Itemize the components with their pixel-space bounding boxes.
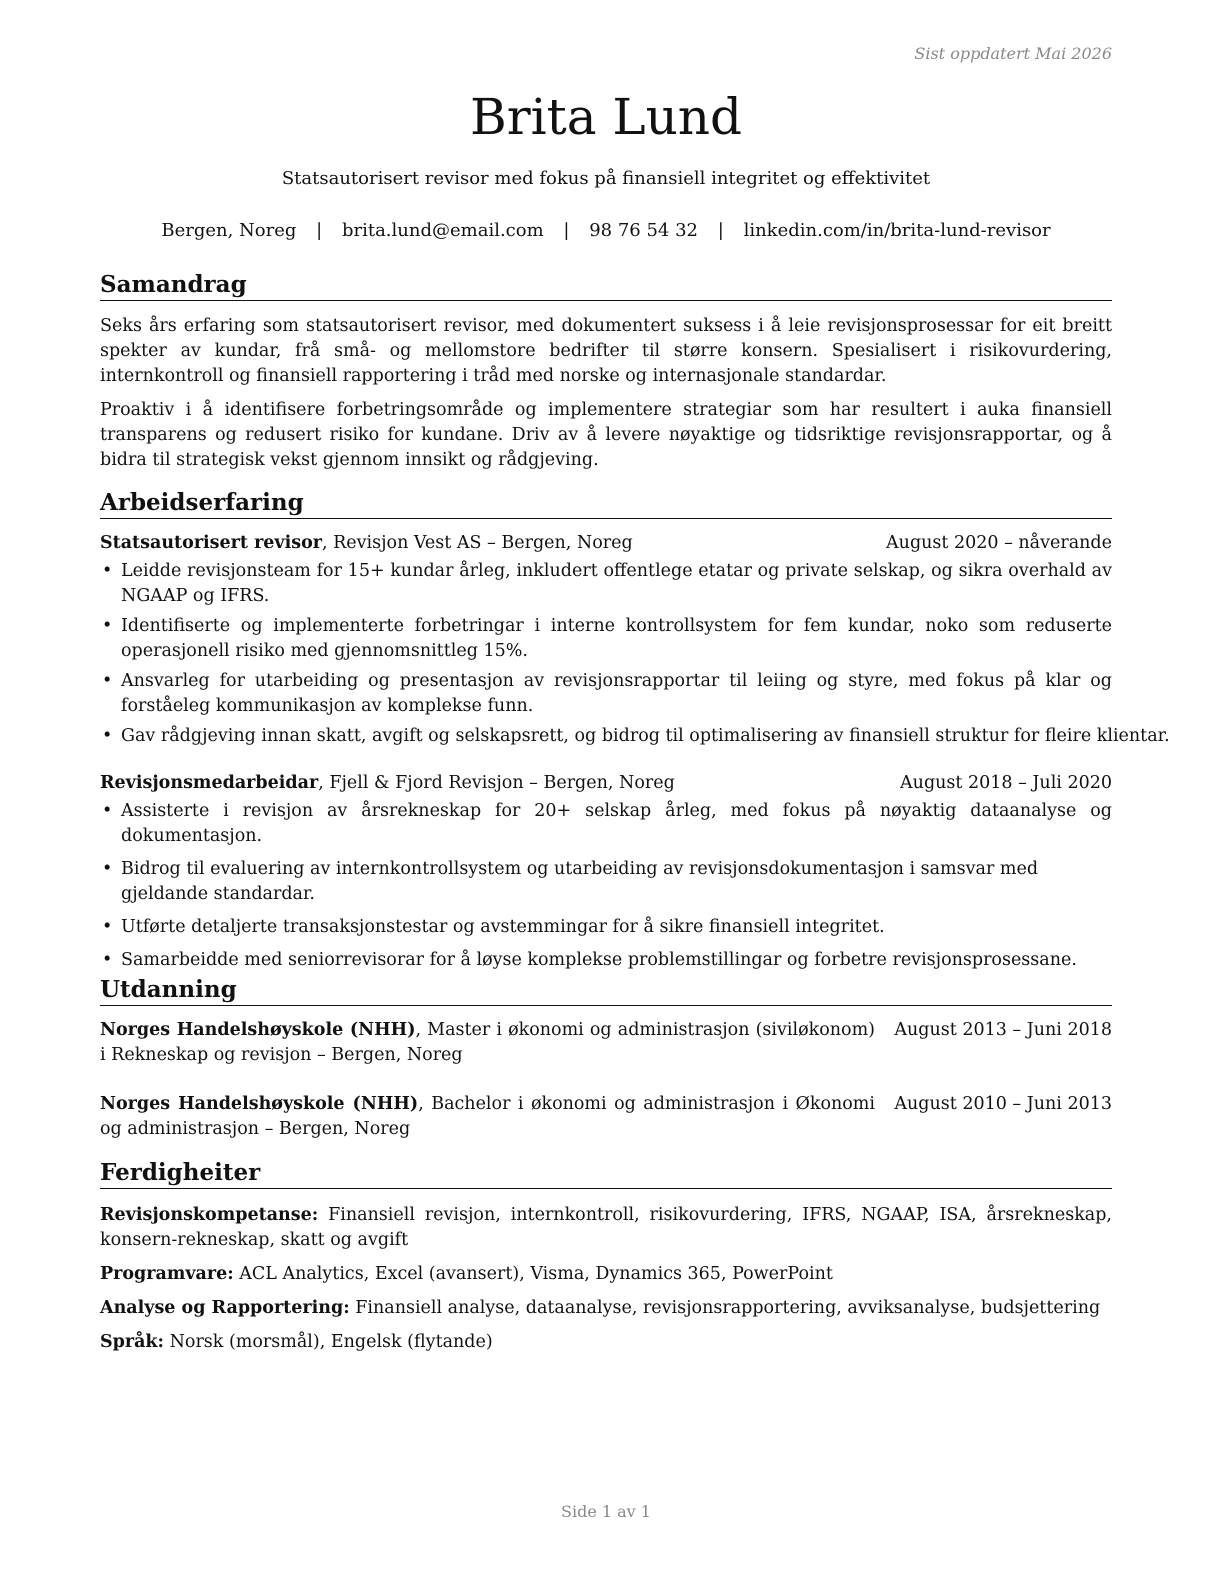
job-bullets: [100, 799, 1112, 973]
list-item: • Identifiserte og implementerte forbetringar i interne kontrollsystem for fem kundar, noko som reduserte operasjonell risiko med gjennomsnittleg 15%.: [100, 614, 1112, 664]
education-item: [100, 1092, 1112, 1142]
section-heading-summary: Samandrag: [100, 270, 1112, 301]
skill-label: Programvare:: [100, 1264, 234, 1284]
skill-label: Revisjonskompetanse:: [100, 1205, 319, 1225]
job-title-line: [100, 531, 633, 556]
list-item: • Assisterte i revisjon av årsrekneskap for 20+ selskap årleg, med fokus på nøyaktig dataanalyse og dokumentasjon.: [100, 799, 1112, 849]
education-dates: August 2013 – Juni 2018: [894, 1020, 1112, 1040]
job-dates: August 2018 – Juli 2020: [900, 773, 1112, 793]
summary-paragraph: Proaktiv i å identifisere forbetringsområde og implementere strategiar som har resultert i auka finansiell transparens og redusert risiko for kundane. Driv av å levere nøyaktige og tidsriktige revisjonsrapportar, og å bidra til strategisk vekst gjennom innsikt og rådgjeving.: [100, 400, 1112, 470]
skill-text: Norsk (morsmål), Engelsk (flytande): [164, 1332, 493, 1352]
skill-text: Finansiell analyse, dataanalyse, revisjonsrapportering, avviksanalyse, budsjettering: [349, 1298, 1101, 1318]
job-employer: , Fjell & Fjord Revisjon – Bergen, Noreg: [318, 773, 675, 793]
summary-paragraph: Seks års erfaring som statsautorisert revisor, med dokumentert suksess i å leie revisjonsprosessar for eit breitt spekter av kundar, frå små- og mellomstore bedrifter til større konsern. Spesialisert i risikovurdering, internkontroll og finansiell rapportering i tråd med norske og internasjonale standardar.: [100, 316, 1112, 386]
contact-separator: |: [316, 220, 323, 241]
list-item: • Leidde revisjonsteam for 15+ kundar årleg, inkludert offentlege etatar og private selskap, og sikra overhald av NGAAP og IFRS.: [100, 559, 1112, 609]
skill-label: Analyse og Rapportering:: [100, 1298, 350, 1318]
list-item: • Bidrog til evaluering av internkontrollsystem og utarbeiding av revisjonsdokumentasjon i samsvar med gjeldande standardar.: [100, 857, 1112, 907]
skill-text: Finansiell revisjon, internkontroll, risikovurdering, IFRS, NGAAP, ISA, årsrekneskap, konsern-rekneskap, skatt og avgift: [100, 1205, 1112, 1250]
skill-text: ACL Analytics, Excel (avansert), Visma, Dynamics 365, PowerPoint: [233, 1264, 833, 1284]
education-item: [100, 1018, 1112, 1068]
education-section: [100, 975, 1112, 1142]
contact-location: Bergen, Noreg: [161, 220, 297, 241]
education-text: [100, 1092, 875, 1142]
page-number: Side 1 av 1: [561, 1502, 651, 1521]
list-item: • Samarbeidde med seniorrevisorar for å løyse komplekse problemstillingar og forbetre revisjonsprosessane.: [100, 948, 1112, 973]
skill-line: [100, 1203, 1112, 1253]
contact-linkedin[interactable]: linkedin.com/in/brita-lund-revisor: [743, 220, 1051, 241]
job-bullets: [100, 559, 1170, 749]
job-employer: , Revisjon Vest AS – Bergen, Noreg: [321, 533, 633, 553]
last-updated: Sist oppdatert Mai 2026: [914, 44, 1112, 63]
summary-section: [100, 270, 1112, 473]
list-item: • Gav rådgjeving innan skatt, avgift og selskapsrett, og bidrog til optimalisering av finansiell struktur for fleire klientar.: [100, 724, 1112, 749]
job-dates: August 2020 – nåverande: [886, 533, 1112, 553]
section-heading-education: Utdanning: [100, 975, 1112, 1006]
list-item: • Utførte detaljerte transaksjonstestar og avstemmingar for å sikre finansiell integritet.: [100, 915, 1112, 940]
list-item: • Ansvarleg for utarbeiding og presentasjon av revisjonsrapportar til leiing og styre, med fokus på klar og forståeleg kommunikasjon av komplekse funn.: [100, 669, 1112, 719]
education-school: Norges Handelshøyskole (NHH): [100, 1020, 416, 1040]
candidate-name: Brita Lund: [469, 88, 743, 146]
section-heading-skills: Ferdigheiter: [100, 1158, 1112, 1189]
education-dates: August 2010 – Juni 2013: [894, 1094, 1112, 1114]
contact-line: [100, 219, 1112, 243]
education-text: [100, 1018, 875, 1068]
job-role: Revisjonsmedarbeidar: [100, 773, 319, 793]
education-school: Norges Handelshøyskole (NHH): [100, 1094, 419, 1114]
resume-page: [100, 0, 1170, 1584]
skill-line: [100, 1296, 1112, 1321]
experience-section: [100, 488, 1170, 978]
skill-line: [100, 1262, 1112, 1287]
tagline: Statsautorisert revisor med fokus på finansiell integritet og effektivitet: [281, 168, 931, 189]
contact-separator: |: [717, 220, 724, 241]
skill-line: [100, 1330, 1112, 1355]
education-degree: , Bachelor i økonomi og administrasjon i Økonomi og administrasjon – Bergen, Noreg: [100, 1094, 875, 1139]
job-header: [100, 531, 1112, 556]
job-title-line: [100, 771, 675, 796]
skills-section: [100, 1158, 1112, 1364]
contact-phone: 98 76 54 32: [589, 220, 699, 241]
contact-email[interactable]: brita.lund@email.com: [341, 220, 544, 241]
section-heading-experience: Arbeidserfaring: [100, 488, 1112, 519]
education-degree: , Master i økonomi og administrasjon (siviløkonom) i Rekneskap og revisjon – Bergen, Noreg: [100, 1020, 875, 1065]
skill-label: Språk:: [100, 1332, 165, 1352]
job-role: Statsautorisert revisor: [100, 533, 322, 553]
contact-separator: |: [563, 220, 570, 241]
job-header: [100, 771, 1112, 796]
